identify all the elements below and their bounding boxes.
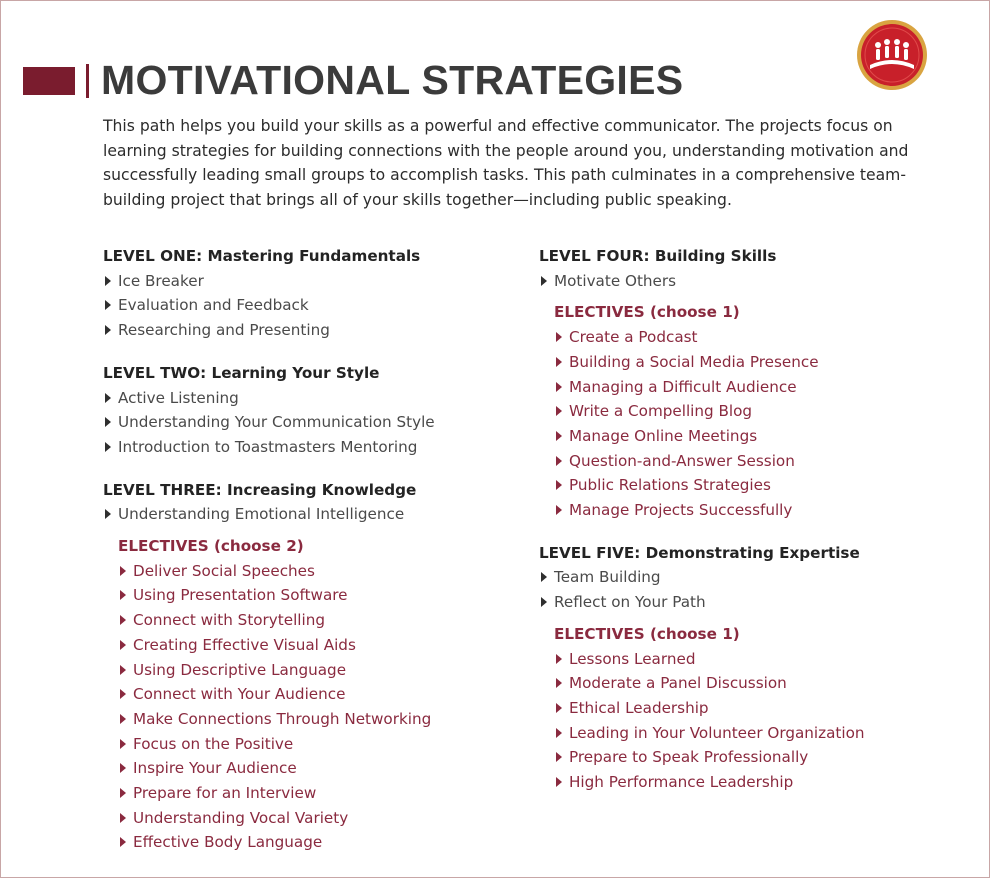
list-item: Active Listening	[103, 386, 523, 411]
elective-item: Public Relations Strategies	[554, 473, 959, 498]
list-item: Introduction to Toastmasters Mentoring	[103, 435, 523, 460]
elective-item: Create a Podcast	[554, 325, 959, 350]
triangle-right-icon	[120, 566, 126, 576]
elective-item: Ethical Leadership	[554, 696, 959, 721]
triangle-right-icon	[556, 505, 562, 515]
level-two-section	[103, 361, 523, 460]
elective-item: Understanding Vocal Variety	[118, 806, 523, 831]
triangle-right-icon	[120, 590, 126, 600]
electives-section	[554, 622, 959, 795]
list-item: Researching and Presenting	[103, 318, 523, 343]
triangle-right-icon	[120, 837, 126, 847]
triangle-right-icon	[105, 417, 111, 427]
triangle-right-icon	[556, 728, 562, 738]
elective-item: Connect with Your Audience	[118, 682, 523, 707]
triangle-right-icon	[120, 615, 126, 625]
elective-item: Write a Compelling Blog	[554, 399, 959, 424]
elective-item: Effective Body Language	[118, 830, 523, 855]
electives-section	[118, 534, 523, 855]
elective-list	[118, 559, 523, 855]
elective-item: Lessons Learned	[554, 647, 959, 672]
triangle-right-icon	[105, 442, 111, 452]
toastmasters-logo-icon	[856, 19, 928, 91]
triangle-right-icon	[120, 813, 126, 823]
right-column	[539, 244, 959, 813]
elective-list	[554, 647, 959, 795]
elective-item: Leading in Your Volunteer Organization	[554, 721, 959, 746]
electives-section	[554, 300, 959, 522]
list-item: Team Building	[539, 565, 959, 590]
level-one-section	[103, 244, 523, 343]
elective-item: Inspire Your Audience	[118, 756, 523, 781]
elective-item: Manage Projects Successfully	[554, 498, 959, 523]
elective-item: Manage Online Meetings	[554, 424, 959, 449]
elective-item: High Performance Leadership	[554, 770, 959, 795]
elective-item: Building a Social Media Presence	[554, 350, 959, 375]
elective-item: Using Descriptive Language	[118, 658, 523, 683]
triangle-right-icon	[105, 325, 111, 335]
list-item: Reflect on Your Path	[539, 590, 959, 615]
project-list	[539, 565, 959, 614]
triangle-right-icon	[105, 276, 111, 286]
triangle-right-icon	[556, 678, 562, 688]
elective-item: Question-and-Answer Session	[554, 449, 959, 474]
triangle-right-icon	[105, 300, 111, 310]
triangle-right-icon	[120, 665, 126, 675]
elective-item: Deliver Social Speeches	[118, 559, 523, 584]
triangle-right-icon	[120, 788, 126, 798]
elective-item: Connect with Storytelling	[118, 608, 523, 633]
triangle-right-icon	[120, 739, 126, 749]
triangle-right-icon	[556, 752, 562, 762]
triangle-right-icon	[556, 382, 562, 392]
triangle-right-icon	[541, 597, 547, 607]
triangle-right-icon	[120, 689, 126, 699]
triangle-right-icon	[105, 509, 111, 519]
elective-item: Prepare to Speak Professionally	[554, 745, 959, 770]
project-list	[103, 269, 523, 343]
electives-heading: ELECTIVES (choose 1)	[554, 624, 740, 643]
triangle-right-icon	[120, 640, 126, 650]
triangle-right-icon	[556, 357, 562, 367]
elective-item: Prepare for an Interview	[118, 781, 523, 806]
level-heading: LEVEL FIVE: Demonstrating Expertise	[539, 543, 860, 562]
triangle-right-icon	[120, 714, 126, 724]
title-separator	[86, 64, 89, 98]
triangle-right-icon	[556, 480, 562, 490]
triangle-right-icon	[556, 654, 562, 664]
list-item: Motivate Others	[539, 269, 959, 294]
elective-item: Creating Effective Visual Aids	[118, 633, 523, 658]
level-heading: LEVEL ONE: Mastering Fundamentals	[103, 247, 421, 265]
elective-item: Using Presentation Software	[118, 583, 523, 608]
triangle-right-icon	[556, 406, 562, 416]
title-accent-bar	[23, 67, 75, 95]
project-list	[539, 269, 959, 294]
level-three-section	[103, 478, 523, 856]
triangle-right-icon	[120, 763, 126, 773]
level-heading: LEVEL FOUR: Building Skills	[539, 247, 777, 265]
triangle-right-icon	[556, 703, 562, 713]
list-item: Understanding Emotional Intelligence	[103, 502, 523, 527]
elective-list	[554, 325, 959, 523]
triangle-right-icon	[541, 276, 547, 286]
elective-item: Focus on the Positive	[118, 732, 523, 757]
level-heading: LEVEL TWO: Learning Your Style	[103, 363, 380, 382]
left-column	[103, 244, 523, 873]
project-list	[103, 386, 523, 460]
project-list	[103, 502, 523, 527]
elective-item: Make Connections Through Networking	[118, 707, 523, 732]
triangle-right-icon	[556, 456, 562, 466]
triangle-right-icon	[541, 572, 547, 582]
level-heading: LEVEL THREE: Increasing Knowledge	[103, 480, 417, 499]
triangle-right-icon	[556, 431, 562, 441]
triangle-right-icon	[556, 777, 562, 787]
level-five-section	[539, 541, 959, 795]
intro-paragraph: This path helps you build your skills as a powerful and effective communicator. The projects focus on learning strategies for building connections with the people around you, understanding motivation and successfully leading small groups to accomplish tasks. This path culminates in a comprehensive team-building project that brings all of your skills together—including public speaking.	[103, 117, 909, 209]
triangle-right-icon	[105, 393, 111, 403]
level-four-section	[539, 244, 959, 523]
list-item: Ice Breaker	[103, 269, 523, 294]
elective-item: Managing a Difficult Audience	[554, 375, 959, 400]
page-title: MOTIVATIONAL STRATEGIES	[101, 57, 684, 103]
triangle-right-icon	[556, 332, 562, 342]
list-item: Evaluation and Feedback	[103, 293, 523, 318]
elective-item: Moderate a Panel Discussion	[554, 671, 959, 696]
electives-heading: ELECTIVES (choose 1)	[554, 303, 740, 322]
electives-heading: ELECTIVES (choose 2)	[118, 537, 304, 556]
list-item: Understanding Your Communication Style	[103, 410, 523, 435]
